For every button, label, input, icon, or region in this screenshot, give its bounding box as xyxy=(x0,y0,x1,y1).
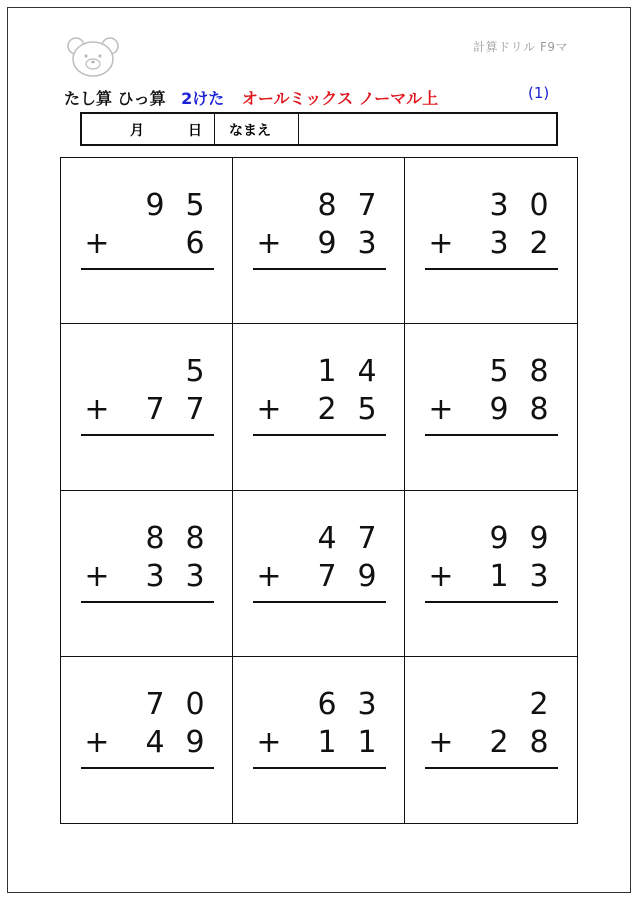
plus-sign: + xyxy=(428,558,454,594)
augend-row xyxy=(425,687,558,725)
augend-ones-digit: 5 xyxy=(185,188,205,223)
addend-row xyxy=(81,226,214,264)
addend-row xyxy=(253,559,386,597)
addend-ones-digit: 7 xyxy=(185,392,205,428)
augend-tens-digit: 8 xyxy=(145,520,165,556)
augend-row xyxy=(253,188,386,226)
augend-tens-digit: 6 xyxy=(317,686,337,722)
month-label: 月 xyxy=(130,123,144,139)
plus-sign: + xyxy=(256,392,282,428)
augend-ones-digit: 0 xyxy=(529,188,549,223)
problem-cell xyxy=(405,657,577,823)
augend-tens-digit: 8 xyxy=(317,188,337,223)
problem-cell xyxy=(233,657,405,823)
addend-tens-digit: 7 xyxy=(145,392,165,428)
answer-line xyxy=(81,434,214,436)
augend-row xyxy=(253,354,386,392)
augend-ones-digit: 7 xyxy=(357,188,377,223)
problem-cell xyxy=(405,158,577,324)
augend-ones-digit: 7 xyxy=(357,520,377,556)
augend-row xyxy=(81,521,214,559)
augend-row xyxy=(81,354,214,392)
plus-sign: + xyxy=(428,392,454,428)
problem-cell xyxy=(61,657,233,823)
augend-ones-digit: 4 xyxy=(357,354,377,390)
answer-line xyxy=(253,767,386,769)
problem-cell xyxy=(233,324,405,490)
addend-ones-digit: 6 xyxy=(185,226,205,261)
plus-sign: + xyxy=(84,724,110,760)
addend-ones-digit: 3 xyxy=(529,558,549,594)
augend-ones-digit: 5 xyxy=(185,354,205,390)
augend-tens-digit: 7 xyxy=(145,686,165,722)
augend-row xyxy=(81,188,214,226)
brand-label: 計算ドリル F9マ xyxy=(473,40,568,54)
plus-sign: + xyxy=(428,226,454,261)
answer-line xyxy=(81,767,214,769)
addend-ones-digit: 5 xyxy=(357,392,377,428)
addend-ones-digit: 9 xyxy=(357,558,377,594)
addend-row xyxy=(425,725,558,763)
name-label-cell xyxy=(215,114,299,144)
augend-ones-digit: 8 xyxy=(185,520,205,556)
plus-sign: + xyxy=(84,558,110,594)
addend-tens-digit: 7 xyxy=(317,558,337,594)
problem-grid xyxy=(60,157,578,824)
addend-row xyxy=(253,226,386,264)
problem-cell xyxy=(233,491,405,657)
addend-tens-digit: 1 xyxy=(489,558,509,594)
problem-cell xyxy=(61,491,233,657)
augend-row xyxy=(253,687,386,725)
name-date-box xyxy=(80,112,558,146)
answer-line xyxy=(253,601,386,603)
day-label: 日 xyxy=(188,123,202,139)
name-label: なまえ xyxy=(229,123,271,139)
augend-row xyxy=(425,354,558,392)
addend-row xyxy=(425,392,558,430)
addend-tens-digit: 4 xyxy=(145,724,165,760)
title-level: オールミックス ノーマル上 xyxy=(241,89,439,108)
addend-ones-digit: 1 xyxy=(357,724,377,760)
augend-ones-digit: 0 xyxy=(185,686,205,722)
addend-row xyxy=(253,392,386,430)
augend-tens-digit: 5 xyxy=(489,354,509,390)
plus-sign: + xyxy=(84,392,110,428)
augend-tens-digit: 9 xyxy=(145,188,165,223)
addend-row xyxy=(81,392,214,430)
plus-sign: + xyxy=(256,558,282,594)
addend-tens-digit: 9 xyxy=(489,392,509,428)
addend-ones-digit: 9 xyxy=(185,724,205,760)
problem-cell xyxy=(405,324,577,490)
name-field[interactable] xyxy=(299,114,556,144)
augend-ones-digit: 8 xyxy=(529,354,549,390)
answer-line xyxy=(81,268,214,270)
augend-row xyxy=(81,687,214,725)
answer-line xyxy=(253,268,386,270)
augend-ones-digit: 9 xyxy=(529,520,549,556)
augend-tens-digit: 4 xyxy=(317,520,337,556)
addend-ones-digit: 8 xyxy=(529,724,549,760)
page-number: (1) xyxy=(528,84,550,102)
addend-tens-digit: 2 xyxy=(489,724,509,760)
title-operation: たし算 ひっ算 xyxy=(64,89,166,108)
augend-ones-digit: 2 xyxy=(529,686,549,722)
answer-line xyxy=(425,268,558,270)
addend-tens-digit: 1 xyxy=(317,724,337,760)
answer-line xyxy=(425,434,558,436)
addend-tens-digit: 9 xyxy=(317,226,337,261)
augend-row xyxy=(425,521,558,559)
problem-cell xyxy=(233,158,405,324)
addend-ones-digit: 8 xyxy=(529,392,549,428)
augend-ones-digit: 3 xyxy=(357,686,377,722)
plus-sign: + xyxy=(428,724,454,760)
augend-tens-digit: 1 xyxy=(317,354,337,390)
augend-row xyxy=(253,521,386,559)
problem-cell xyxy=(61,158,233,324)
augend-tens-digit: 9 xyxy=(489,520,509,556)
problem-cell xyxy=(405,491,577,657)
addend-row xyxy=(81,559,214,597)
plus-sign: + xyxy=(256,226,282,261)
addend-ones-digit: 3 xyxy=(357,226,377,261)
worksheet-title xyxy=(64,86,438,109)
answer-line xyxy=(425,601,558,603)
problem-cell xyxy=(61,324,233,490)
addend-row xyxy=(253,725,386,763)
answer-line xyxy=(81,601,214,603)
addend-tens-digit: 2 xyxy=(317,392,337,428)
answer-line xyxy=(425,767,558,769)
addend-row xyxy=(425,559,558,597)
date-field[interactable] xyxy=(82,114,215,144)
addend-row xyxy=(425,226,558,264)
plus-sign: + xyxy=(84,226,110,261)
addend-tens-digit: 3 xyxy=(489,226,509,261)
addend-tens-digit: 3 xyxy=(145,558,165,594)
augend-tens-digit: 3 xyxy=(489,188,509,223)
addend-ones-digit: 2 xyxy=(529,226,549,261)
augend-row xyxy=(425,188,558,226)
addend-ones-digit: 3 xyxy=(185,558,205,594)
answer-line xyxy=(253,434,386,436)
addend-row xyxy=(81,725,214,763)
title-digits: 2けた xyxy=(181,89,225,108)
plus-sign: + xyxy=(256,724,282,760)
bear-logo-icon xyxy=(66,36,120,78)
